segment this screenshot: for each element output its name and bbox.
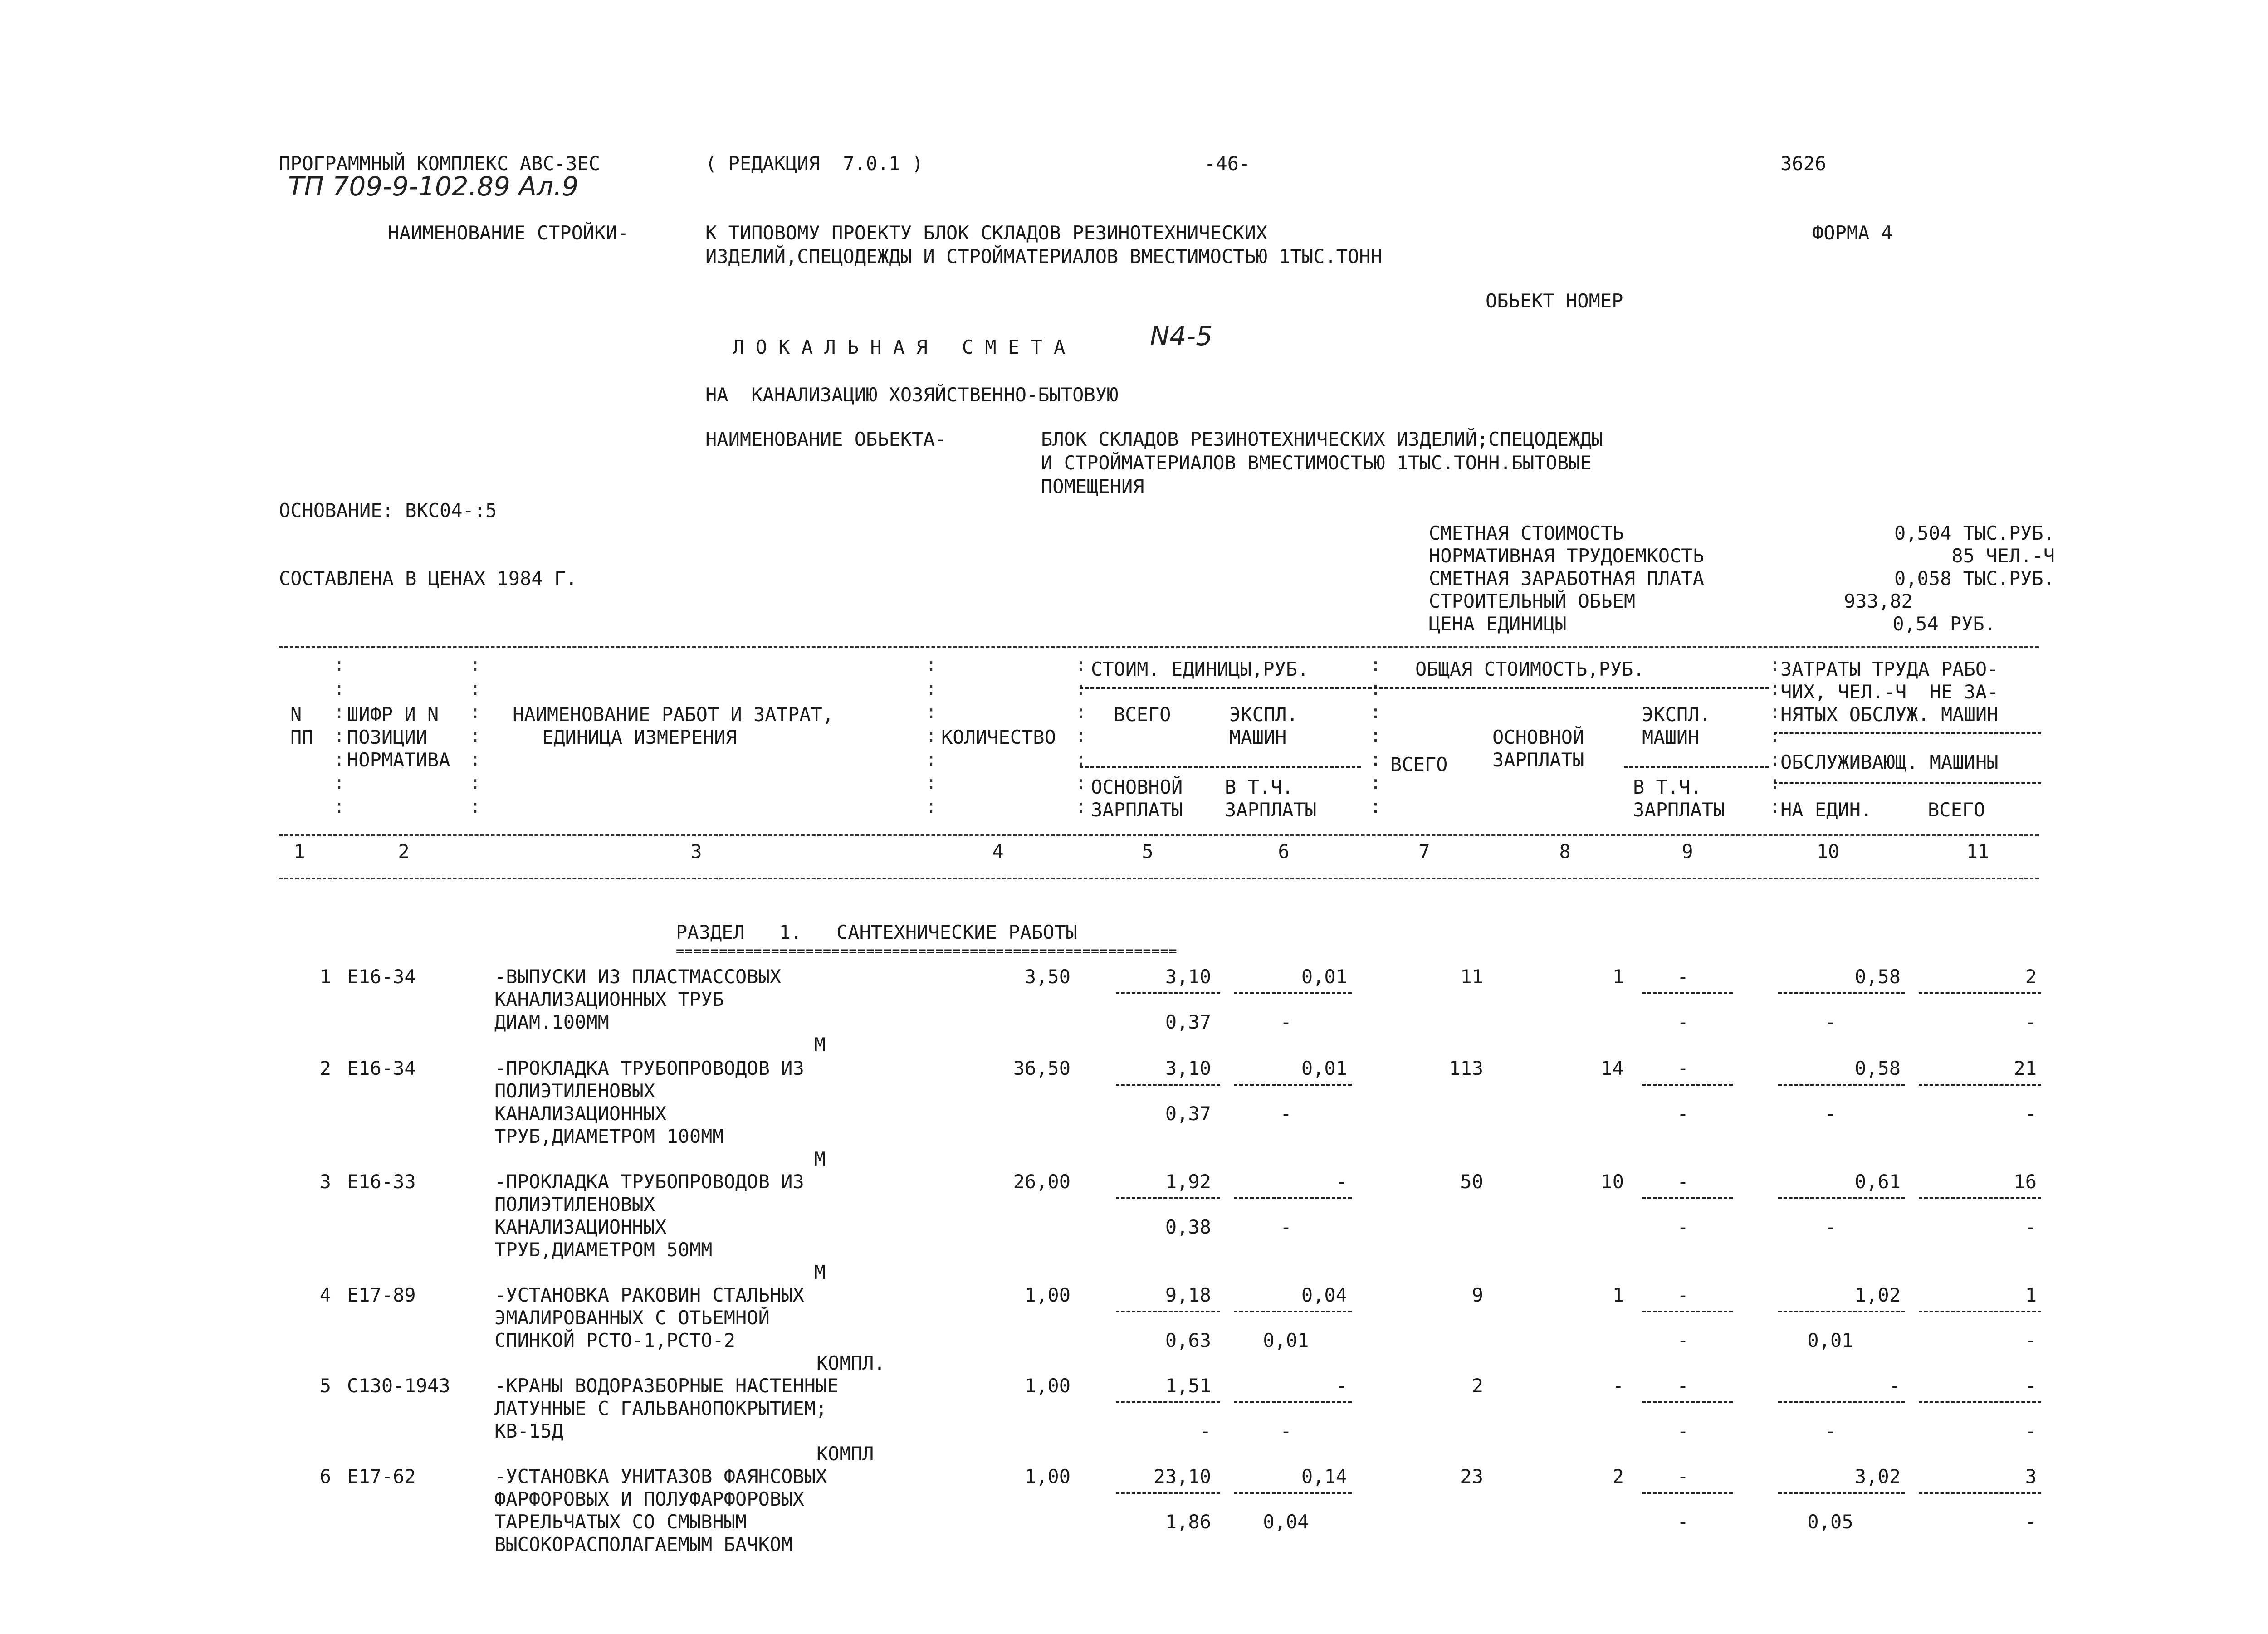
summary-value: 85 ЧЕЛ.-Ч [1951, 545, 2055, 567]
row-divider [1919, 992, 2041, 994]
row-divider [1919, 1401, 2041, 1403]
cell-unit: КОМПЛ [816, 1443, 874, 1465]
table-top-rule [279, 646, 2039, 648]
col-head-name: НАИМЕНОВАНИЕ РАБОТ И ЗАТРАТ, [513, 703, 834, 726]
cell-l-unit: 1,02 [1854, 1284, 1901, 1306]
summary-value: 0,54 РУБ. [1892, 613, 1996, 635]
cell-t-total: 9 [1471, 1284, 1483, 1306]
cell-n: 3 [319, 1171, 331, 1193]
cell-t-total: 11 [1460, 966, 1483, 988]
col-number: 4 [992, 840, 1004, 863]
cell-l-total2: - [2025, 1216, 2037, 1238]
cell-u-mach: - [1335, 1375, 1347, 1397]
row-divider [1234, 992, 1352, 994]
cell-t-mach: - [1677, 1171, 1689, 1193]
col-head-qty: КОЛИЧЕСТВО [941, 726, 1056, 748]
summary-value: 0,058 ТЫС.РУБ. [1894, 567, 2055, 590]
cell-u-base: 0,63 [1165, 1329, 1211, 1351]
cell-n: 5 [319, 1375, 331, 1397]
col-head-labor: ЧИХ, ЧЕЛ.-Ч НЕ ЗА- [1780, 681, 1999, 703]
cell-name-line: КВ-15Д [494, 1420, 563, 1442]
col-number: 11 [1966, 840, 1989, 863]
cell-name-line: -УСТАНОВКА УНИТАЗОВ ФАЯНСОВЫХ [494, 1465, 827, 1488]
cell-t-mach: - [1677, 1465, 1689, 1488]
col-head-unit-incl: В Т.Ч. [1225, 776, 1294, 798]
row-divider [1919, 1084, 2041, 1086]
cell-name-line: КАНАЛИЗАЦИОННЫХ [494, 1216, 667, 1238]
row-divider [1116, 1084, 1220, 1086]
basis: ОСНОВАНИЕ: ВКС04-:5 [279, 499, 497, 522]
summary-label: НОРМАТИВНАЯ ТРУДОЕМКОСТЬ [1429, 545, 1704, 567]
cell-u-base: - [1199, 1420, 1211, 1442]
col-head-unit-total: ВСЕГО [1114, 703, 1171, 726]
col-head-total-incl: В Т.Ч. [1633, 776, 1702, 798]
cell-qty: 1,00 [1024, 1465, 1070, 1488]
col-number: 1 [293, 840, 305, 863]
row-divider [1234, 1311, 1352, 1312]
object-line-2: И СТРОЙМАТЕРИАЛОВ ВМЕСТИМОСТЬЮ 1ТЫС.ТОНН.БЫТОВЫЕ [1041, 452, 1592, 474]
cell-name-line: ЭМАЛИРОВАННЫХ С ОТЬЕМНОЙ [494, 1307, 770, 1329]
cell-name-line: ПОЛИЭТИЛЕНОВЫХ [494, 1080, 655, 1102]
cell-l-unit2: - [1824, 1420, 1836, 1442]
col-number: 8 [1559, 840, 1571, 863]
cell-u-base: 0,37 [1165, 1011, 1211, 1033]
section-title: РАЗДЕЛ 1. САНТЕХНИЧЕСКИЕ РАБОТЫ [676, 921, 1078, 943]
cell-unit: М [814, 1261, 826, 1283]
col-head-total-mach: ЭКСПЛ. [1642, 703, 1711, 726]
row-divider [1778, 1084, 1905, 1086]
col-head-unit-base: ОСНОВНОЙ [1091, 776, 1183, 798]
row-divider [1234, 1401, 1352, 1403]
col-head-npp: ПП [290, 726, 313, 748]
col-head-unit-mach: МАШИН [1229, 726, 1287, 748]
row-divider [1778, 1492, 1905, 1494]
cell-t-incl: - [1677, 1420, 1689, 1442]
cell-t-mach: - [1677, 1375, 1689, 1397]
software-name: ПРОГРАММНЫЙ КОМПЛЕКС АВС-3ЕС [279, 152, 601, 175]
cell-l-total2: - [2025, 1011, 2037, 1033]
cell-code: Е17-62 [347, 1465, 416, 1488]
row-divider [1642, 1492, 1733, 1494]
cell-u-incl: 0,04 [1263, 1511, 1309, 1533]
col-number: 7 [1418, 840, 1430, 863]
estimate-page: ПРОГРАММНЫЙ КОМПЛЕКС АВС-3ЕС ( РЕДАКЦИЯ 7.0.1 ) -46- 3626 ТП 709-9-102.89 Ал.9 НАИМЕНОВАНИЕ СТРОЙКИ- К ТИПОВОМУ ПРОЕКТУ БЛОК СКЛАДОВ РЕЗИНОТЕХНИЧЕСКИХ ИЗДЕЛИЙ,СПЕЦОДЕЖДЫ И СТРОЙМАТЕРИАЛОВ ВМЕСТИМОСТЬЮ 1ТЫС.ТОНН ФОРМА 4 ОБЬЕКТ НОМЕР Л О К А Л Ь Н А Я С М Е Т А N4-5 НА КАНАЛИЗАЦИЮ ХОЗЯЙСТВЕННО-БЫТОВУЮ НАИМЕНОВАНИЕ ОБЬЕКТА- БЛОК СКЛАДОВ РЕЗИНОТЕХНИЧЕСКИХ ИЗДЕЛИЙ;СПЕЦОДЕЖДЫ И СТРОЙМАТЕРИАЛОВ ВМЕСТИМОСТЬЮ 1ТЫС.ТОНН.БЫТОВЫЕ ПОМЕЩЕНИЯ ОСНОВАНИЕ: ВКС04-:5 СОСТАВЛЕНА В ЦЕНАХ 1984 Г. СМЕТНАЯ СТОИМОСТЬ 0,504 ТЫС.РУБ. НОРМАТИВНАЯ ТРУДОЕМКОСТЬ 85 ЧЕЛ.-Ч СМЕТНАЯ ЗАРАБОТНАЯ ПЛАТА 0,058 ТЫС.РУБ. СТРОИТЕЛЬНЫЙ ОБЬЕМ 933,82 ЦЕНА ЕДИНИЦЫ 0,54 РУБ. : : : : : : : : : : : : : : : : : : : : : : : : : : : : : : : : : : : : : : : : : : N ПП ШИФР И N ПОЗИЦИИ НОРМАТИВА НАИМЕНОВАНИЕ РАБОТ И ЗАТРАТ, ЕДИНИЦА ИЗМЕРЕНИЯ КОЛИЧЕСТВО СТОИМ. ЕДИНИЦЫ,РУБ. ВСЕГО ЭКСПЛ. МАШИН ОСНОВНОЙ ЗАРПЛАТЫ В Т.Ч. ЗАРПЛАТЫ ОБЩАЯ СТОИМОСТЬ,РУБ. ВСЕГО ОСНОВНОЙ ЗАРПЛАТЫ ЭКСПЛ. МАШИН В Т.Ч. ЗАРПЛАТЫ ЗАТРАТЫ ТРУДА РАБО- ЧИХ, ЧЕЛ.-Ч НЕ ЗА- НЯТЫХ ОБСЛУЖ. МАШИН ОБСЛУЖИВАЮЩ. МАШИНЫ НА ЕДИН. ВСЕГО 1 2 3 4 5 6 7 8 9 10 11 РАЗДЕЛ 1. САНТЕХНИЧЕСКИЕ РАБОТЫ ========================================================== 1 Е16-34 3,50 3,10 0,01 11 1 - 0,58 2 0,37 - - - - -ВЫПУСКИ ИЗ ПЛАСТМАССОВЫХ КАНАЛИЗАЦИОННЫХ ТРУБ ДИАМ.100ММ М 2 Е16-34 36,50 3,10 0,01 113 14 - 0,58 21 0,37 - - - - -ПРОКЛАДКА ТРУБОПРОВОДОВ ИЗ ПОЛИЭТИЛЕНОВЫХ КАНАЛИЗАЦИОННЫХ ТРУБ,ДИАМЕТРОМ 100ММ М 3 Е16-33 26,00 1,92 - 50 10 - 0,61 16 0,38 - - - - -ПРОКЛАДКА ТРУБОПРОВОДОВ ИЗ ПОЛИЭТИЛЕНОВЫХ КАНАЛИЗАЦИОННЫХ ТРУБ,ДИАМЕТРОМ 50ММ М 4 Е17-89 1,00 9,18 0,04 9 1 - 1,02 1 0,63 0,01 - 0,01 - -УСТАНОВКА РАКОВИН СТАЛЬНЫХ ЭМАЛИРОВАННЫХ С ОТЬЕМНОЙ СПИНКОЙ РСТО-1,РСТО-2 КОМПЛ. 5 С130-1943 1,00 1,51 - 2 - - - - - - - - - -КРАНЫ ВОДОРАЗБОРНЫЕ НАСТЕННЫЕ ЛАТУННЫЕ С ГАЛЬВАНОПОКРЫТИЕМ; КВ-15Д КОМПЛ 6 Е17-62 1,00 23,10 0,14 23 2 - 3,02 3 1,86 0,04 - 0,05 - -УСТАНОВКА УНИТАЗОВ ФАЯНСОВЫХ ФАРФОРОВЫХ И ПОЛУФАРФОРОВЫХ ТАРЕЛЬЧАТЫХ СО СМЫВНЫМ ВЫСОКОРАСПОЛАГАЕМЫМ БАЧКОМ [279, 152, 2055, 1556]
cell-l-unit: 0,58 [1854, 1057, 1901, 1079]
col-head-unit-base: ЗАРПЛАТЫ [1091, 799, 1183, 821]
cell-l-total: 2 [2025, 966, 2037, 988]
col-head-total-incl: ЗАРПЛАТЫ [1633, 799, 1725, 821]
col-head-total-base: ЗАРПЛАТЫ [1492, 749, 1584, 771]
cell-qty: 3,50 [1024, 966, 1070, 988]
row-divider [1778, 1311, 1905, 1312]
cell-u-base: 0,38 [1165, 1216, 1211, 1238]
cell-unit: М [814, 1148, 826, 1170]
cell-n: 1 [319, 966, 331, 988]
row-divider [1116, 1311, 1220, 1312]
cell-l-unit: 0,61 [1854, 1171, 1901, 1193]
cell-name-line: ЛАТУННЫЕ С ГАЛЬВАНОПОКРЫТИЕМ; [494, 1397, 827, 1419]
col-head-npp: N [290, 703, 302, 726]
cell-t-incl: - [1677, 1329, 1689, 1351]
row-divider [1919, 1492, 2041, 1494]
cell-t-mach: - [1677, 1284, 1689, 1306]
cell-l-unit2: - [1824, 1011, 1836, 1033]
cell-l-total2: - [2025, 1511, 2037, 1533]
col-head-labor-total: ВСЕГО [1928, 799, 1985, 821]
cell-u-base: 0,37 [1165, 1102, 1211, 1125]
cell-name-line: ФАРФОРОВЫХ И ПОЛУФАРФОРОВЫХ [494, 1488, 804, 1510]
cell-code: Е17-89 [347, 1284, 416, 1306]
page-number: -46- [1204, 152, 1251, 175]
col-number: 6 [1278, 840, 1290, 863]
cell-l-unit: 3,02 [1854, 1465, 1901, 1488]
cell-t-incl: - [1677, 1011, 1689, 1033]
cell-code: Е16-34 [347, 1057, 416, 1079]
col-head-total-all: ВСЕГО [1390, 753, 1448, 776]
cell-name-line: ДИАМ.100ММ [494, 1011, 609, 1033]
cell-t-base: 14 [1601, 1057, 1624, 1079]
project-label: НАИМЕНОВАНИЕ СТРОЙКИ- [388, 222, 629, 244]
cell-qty: 1,00 [1024, 1375, 1070, 1397]
cell-unit: М [814, 1034, 826, 1056]
object-number-label: ОБЬЕКТ НОМЕР [1486, 290, 1623, 312]
row-divider [1234, 1492, 1352, 1494]
col-head-code: НОРМАТИВА [347, 749, 450, 771]
row-divider [1919, 1311, 2041, 1312]
cell-qty: 1,00 [1024, 1284, 1070, 1306]
row-divider [1116, 1492, 1220, 1494]
cell-t-base: - [1612, 1375, 1624, 1397]
col-head-unit-incl: ЗАРПЛАТЫ [1225, 799, 1317, 821]
edition: ( РЕДАКЦИЯ 7.0.1 ) [705, 152, 924, 175]
col-head-total-cost: ОБЩАЯ СТОИМОСТЬ,РУБ. [1415, 658, 1645, 680]
cell-t-mach: - [1677, 966, 1689, 988]
cell-u-total: 3,10 [1165, 1057, 1211, 1079]
cell-u-incl: - [1280, 1420, 1292, 1442]
col-number: 10 [1816, 840, 1840, 863]
cell-name-line: -КРАНЫ ВОДОРАЗБОРНЫЕ НАСТЕННЫЕ [494, 1375, 839, 1397]
col-head-code: ШИФР И N [347, 703, 439, 726]
cell-name-line: КАНАЛИЗАЦИОННЫХ [494, 1102, 667, 1125]
summary-label: СМЕТНАЯ ЗАРАБОТНАЯ ПЛАТА [1429, 567, 1704, 590]
col-number: 5 [1142, 840, 1154, 863]
cell-l-total: 1 [2025, 1284, 2037, 1306]
col-number: 2 [398, 840, 410, 863]
object-line-1: БЛОК СКЛАДОВ РЕЗИНОТЕХНИЧЕСКИХ ИЗДЕЛИЙ;СПЕЦОДЕЖДЫ [1041, 428, 1603, 450]
summary-value: 933,82 [1844, 590, 1913, 612]
cell-qty: 36,50 [1013, 1057, 1070, 1079]
col-head-total-mach: МАШИН [1642, 726, 1700, 748]
row-divider [1116, 1197, 1220, 1199]
summary-label: СТРОИТЕЛЬНЫЙ ОБЬЕМ [1429, 590, 1636, 612]
cell-l-unit: 0,58 [1854, 966, 1901, 988]
cell-name-line: ПОЛИЭТИЛЕНОВЫХ [494, 1193, 655, 1215]
cell-name-line: ТРУБ,ДИАМЕТРОМ 100ММ [494, 1125, 724, 1147]
cell-l-total: 21 [2014, 1057, 2037, 1079]
cell-l-unit2: 0,01 [1807, 1329, 1853, 1351]
cell-name-line: -УСТАНОВКА РАКОВИН СТАЛЬНЫХ [494, 1284, 804, 1306]
col-head-code: ПОЗИЦИИ [347, 726, 428, 748]
cell-l-total: 3 [2025, 1465, 2037, 1488]
col-head-unit-mach: ЭКСПЛ. [1229, 703, 1298, 726]
cell-n: 2 [319, 1057, 331, 1079]
cell-u-total: 1,92 [1165, 1171, 1211, 1193]
row-divider [1778, 992, 1905, 994]
cell-t-base: 1 [1612, 966, 1624, 988]
cell-code: Е16-34 [347, 966, 416, 988]
row-divider [1778, 1401, 1905, 1403]
estimate-title: Л О К А Л Ь Н А Я С М Е Т А [733, 336, 1066, 358]
object-label: НАИМЕНОВАНИЕ ОБЬЕКТА- [705, 428, 947, 450]
cell-l-total2: - [2025, 1420, 2037, 1442]
table-header-rule [279, 834, 2039, 836]
row-divider [1116, 1401, 1220, 1403]
cell-u-total: 23,10 [1154, 1465, 1211, 1488]
row-divider [1642, 992, 1733, 994]
cell-name-line: ТАРЕЛЬЧАТЫХ СО СМЫВНЫМ [494, 1511, 747, 1533]
col-head-labor: НЯТЫХ ОБСЛУЖ. МАШИН [1780, 703, 1999, 726]
row-divider [1778, 1197, 1905, 1199]
price-level: СОСТАВЛЕНА В ЦЕНАХ 1984 Г. [279, 567, 577, 590]
cell-l-total: 16 [2014, 1171, 2037, 1193]
cell-l-unit2: 0,05 [1807, 1511, 1853, 1533]
estimate-subject: НА КАНАЛИЗАЦИЮ ХОЗЯЙСТВЕННО-БЫТОВУЮ [705, 384, 1119, 406]
cell-l-total2: - [2025, 1329, 2037, 1351]
cell-unit: КОМПЛ. [816, 1352, 885, 1374]
cell-u-total: 9,18 [1165, 1284, 1211, 1306]
cell-u-mach: 0,14 [1301, 1465, 1347, 1488]
handwritten-estimate-number: N4-5 [1150, 321, 1213, 351]
col-head-total-base: ОСНОВНОЙ [1492, 726, 1584, 748]
cell-name-line: ТРУБ,ДИАМЕТРОМ 50ММ [494, 1239, 713, 1261]
col-head-labor: ЗАТРАТЫ ТРУДА РАБО- [1780, 658, 1999, 680]
row-divider [1642, 1311, 1733, 1312]
project-line-1: К ТИПОВОМУ ПРОЕКТУ БЛОК СКЛАДОВ РЕЗИНОТЕХНИЧЕСКИХ [705, 222, 1268, 244]
cell-t-incl: - [1677, 1102, 1689, 1125]
cell-name-line: КАНАЛИЗАЦИОННЫХ ТРУБ [494, 988, 724, 1010]
cell-l-unit: - [1889, 1375, 1901, 1397]
cell-qty: 26,00 [1013, 1171, 1070, 1193]
summary-label: ЦЕНА ЕДИНИЦЫ [1429, 613, 1567, 635]
cell-u-mach: - [1335, 1171, 1347, 1193]
row-divider [1642, 1084, 1733, 1086]
object-line-3: ПОМЕЩЕНИЯ [1041, 475, 1144, 498]
col-number: 3 [690, 840, 702, 863]
cell-name-line: ВЫСОКОРАСПОЛАГАЕМЫМ БАЧКОМ [494, 1533, 793, 1556]
row-divider [1919, 1197, 2041, 1199]
cell-code: Е16-33 [347, 1171, 416, 1193]
cell-l-total2: - [2025, 1102, 2037, 1125]
form-number: ФОРМА 4 [1812, 222, 1893, 244]
cell-name-line: -ПРОКЛАДКА ТРУБОПРОВОДОВ ИЗ [494, 1057, 804, 1079]
cell-l-unit2: - [1824, 1216, 1836, 1238]
cell-l-unit2: - [1824, 1102, 1836, 1125]
col-head-unit-cost: СТОИМ. ЕДИНИЦЫ,РУБ. [1091, 658, 1309, 680]
cell-u-total: 3,10 [1165, 966, 1211, 988]
col-head-labor: ОБСЛУЖИВАЮЩ. МАШИНЫ [1780, 751, 1999, 773]
cell-t-incl: - [1677, 1511, 1689, 1533]
cell-name-line: -ВЫПУСКИ ИЗ ПЛАСТМАССОВЫХ [494, 966, 782, 988]
row-divider [1234, 1084, 1352, 1086]
summary-value: 0,504 ТЫС.РУБ. [1894, 522, 2055, 544]
cell-n: 4 [319, 1284, 331, 1306]
cell-t-total: 2 [1471, 1375, 1483, 1397]
cell-t-total: 23 [1460, 1465, 1483, 1488]
row-divider [1642, 1197, 1733, 1199]
row-divider [1642, 1401, 1733, 1403]
row-divider [1116, 992, 1220, 994]
row-divider [1234, 1197, 1352, 1199]
cell-u-base: 1,86 [1165, 1511, 1211, 1533]
cell-name-line: -ПРОКЛАДКА ТРУБОПРОВОДОВ ИЗ [494, 1171, 804, 1193]
cell-n: 6 [319, 1465, 331, 1488]
table-numbers-rule [279, 878, 2039, 879]
cell-t-total: 50 [1460, 1171, 1483, 1193]
cell-l-total: - [2025, 1375, 2037, 1397]
handwritten-reference: ТП 709-9-102.89 Ал.9 [288, 171, 579, 202]
cell-u-incl: - [1280, 1216, 1292, 1238]
cell-u-incl: 0,01 [1263, 1329, 1309, 1351]
col-number: 9 [1681, 840, 1693, 863]
section-underline: ========================================================== [676, 943, 1178, 959]
project-line-2: ИЗДЕЛИЙ,СПЕЦОДЕЖДЫ И СТРОЙМАТЕРИАЛОВ ВМЕСТИМОСТЬЮ 1ТЫС.ТОНН [705, 245, 1382, 268]
cell-u-mach: 0,04 [1301, 1284, 1347, 1306]
col-head-labor-unit: НА ЕДИН. [1780, 799, 1872, 821]
cell-t-base: 1 [1612, 1284, 1624, 1306]
cell-t-incl: - [1677, 1216, 1689, 1238]
cell-t-base: 2 [1612, 1465, 1624, 1488]
cell-u-mach: 0,01 [1301, 966, 1347, 988]
cell-u-mach: 0,01 [1301, 1057, 1347, 1079]
doc-code: 3626 [1780, 152, 1827, 175]
cell-u-incl: - [1280, 1102, 1292, 1125]
summary-label: СМЕТНАЯ СТОИМОСТЬ [1429, 522, 1624, 544]
cell-u-total: 1,51 [1165, 1375, 1211, 1397]
cell-t-mach: - [1677, 1057, 1689, 1079]
cell-name-line: СПИНКОЙ РСТО-1,РСТО-2 [494, 1329, 736, 1351]
cell-u-incl: - [1280, 1011, 1292, 1033]
cell-t-total: 113 [1449, 1057, 1483, 1079]
cell-code: С130-1943 [347, 1375, 450, 1397]
cell-t-base: 10 [1601, 1171, 1624, 1193]
col-head-name: ЕДИНИЦА ИЗМЕРЕНИЯ [542, 726, 737, 748]
